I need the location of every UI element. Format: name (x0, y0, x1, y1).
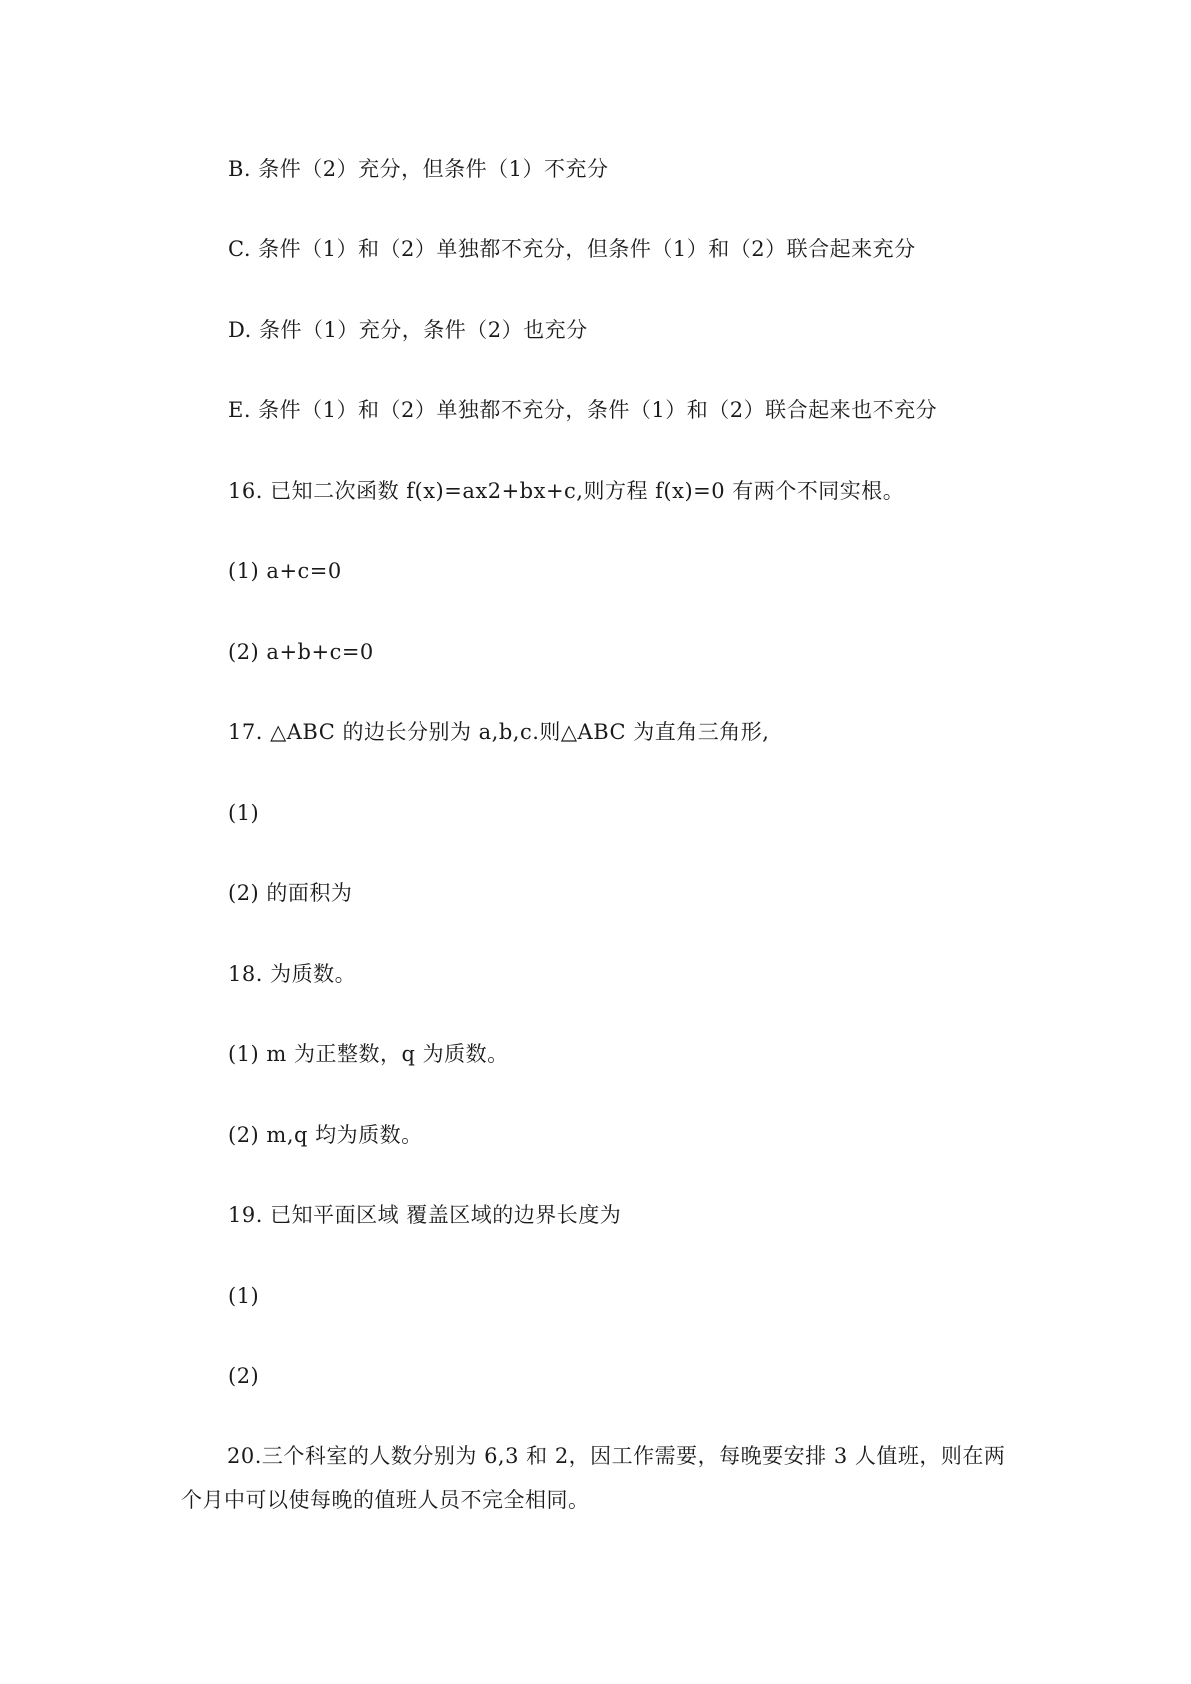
question-19-condition-2: (2) (228, 1364, 260, 1388)
question-20-paragraph: 20.三个科室的人数分别为 6,3 和 2，因工作需要，每晚要安排 3 人值班，则在两个月中可以使每晚的值班人员不完全相同。 (181, 1444, 1006, 1512)
question-18-condition-1: (1) m 为正整数，q 为质数。 (228, 1042, 509, 1066)
question-19-text: 19. 已知平面区域 覆盖区域的边界长度为 (228, 1203, 622, 1227)
question-18-text: 18. 为质数。 (228, 962, 357, 986)
question-17-condition-1: (1) (228, 801, 260, 825)
question-16-condition-1: (1) a+c=0 (228, 559, 342, 583)
option-e-text: E. 条件（1）和（2）单独都不充分，条件（1）和（2）联合起来也不充分 (228, 398, 938, 422)
option-d-text: D. 条件（1）充分，条件（2）也充分 (228, 318, 588, 342)
question-17-condition-2: (2) 的面积为 (228, 881, 353, 905)
question-16-condition-2: (2) a+b+c=0 (228, 640, 374, 664)
question-19-condition-1: (1) (228, 1284, 260, 1308)
question-16-text: 16. 已知二次函数 f(x)=ax2+bx+c,则方程 f(x)=0 有两个不同实根。 (228, 479, 905, 503)
option-b-text: B. 条件（2）充分，但条件（1）不充分 (228, 157, 609, 181)
option-c-text: C. 条件（1）和（2）单独都不充分，但条件（1）和（2）联合起来充分 (228, 237, 916, 261)
question-17-text: 17. △ABC 的边长分别为 a,b,c.则△ABC 为直角三角形, (228, 720, 770, 744)
question-18-condition-2: (2) m,q 均为质数。 (228, 1123, 423, 1147)
